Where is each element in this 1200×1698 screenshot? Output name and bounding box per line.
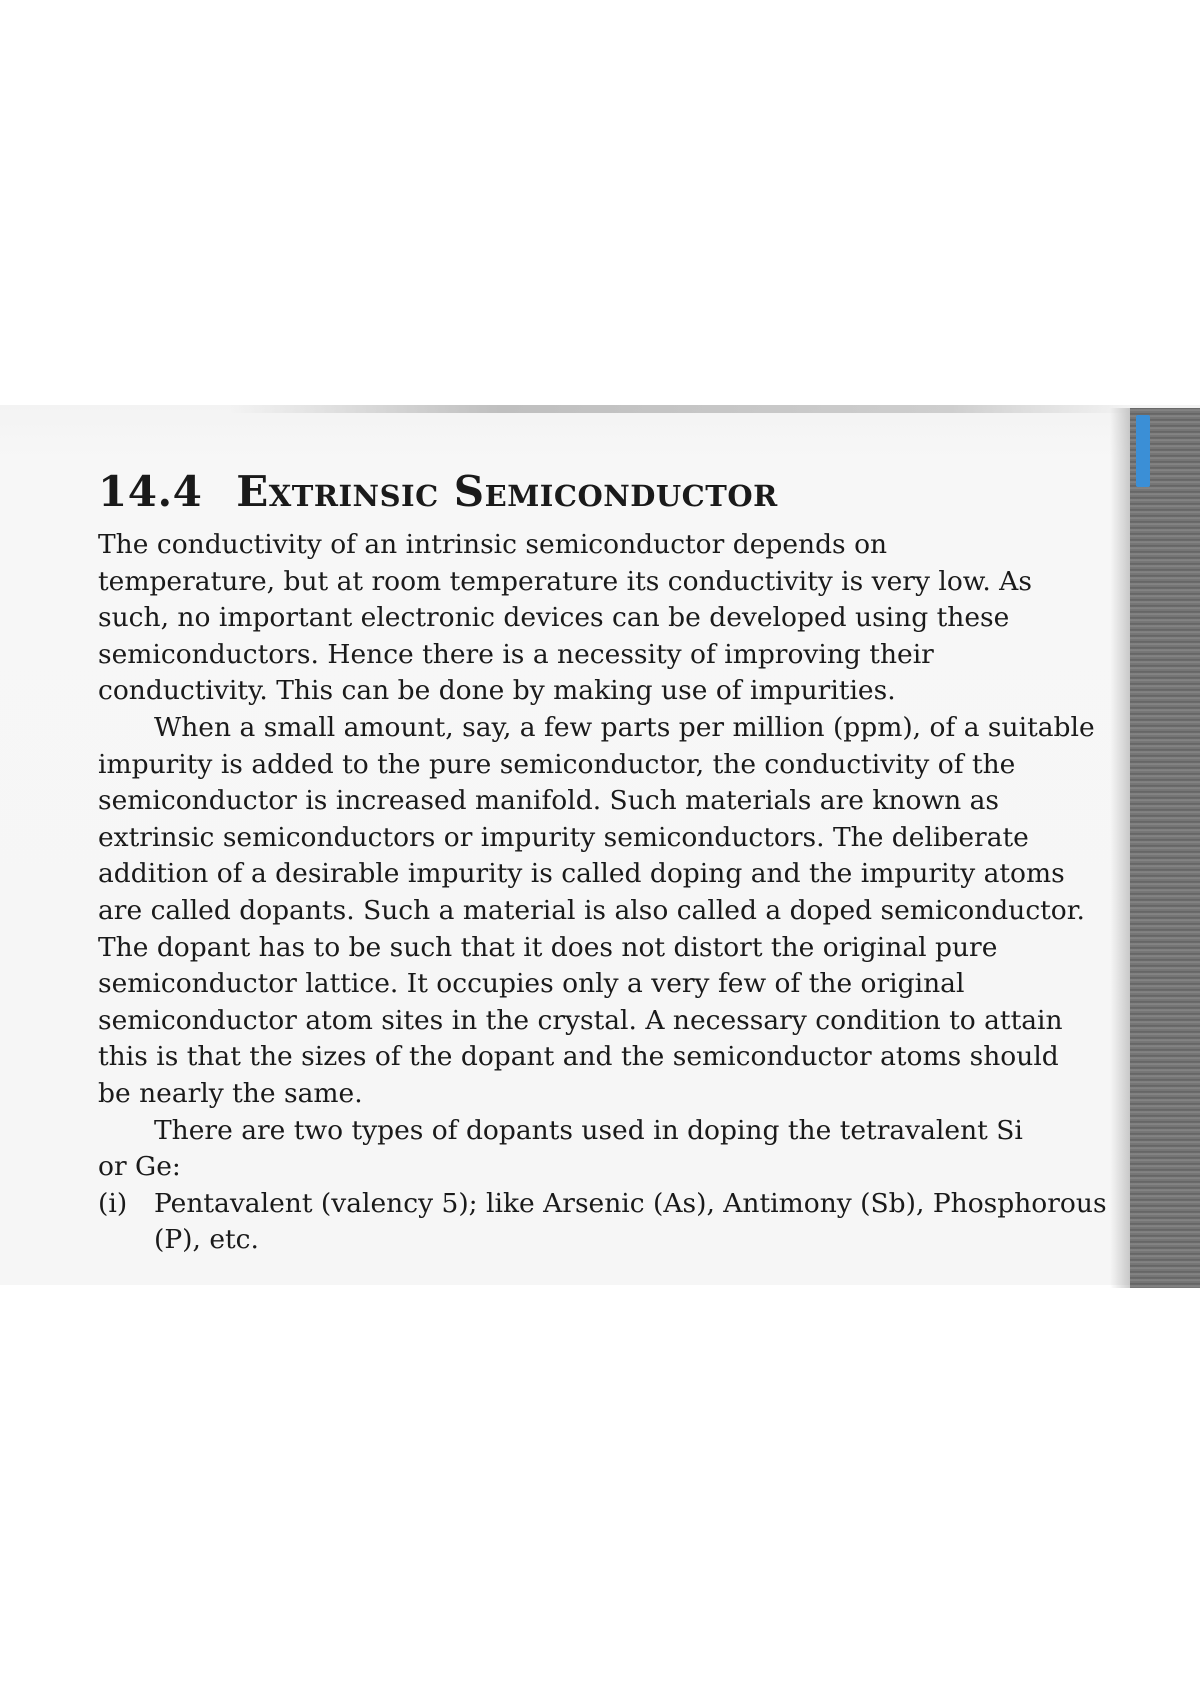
text-line: There are two types of dopants used in doping the tetravalent Si bbox=[154, 1114, 1023, 1146]
section-heading bbox=[98, 465, 1138, 519]
list-item-continuation: (P), etc. bbox=[154, 1224, 259, 1256]
text-line: The dopant has to be such that it does not distort the original pure bbox=[98, 931, 998, 963]
book-spine bbox=[1130, 408, 1200, 1288]
text-line: impurity is added to the pure semiconductor, the conductivity of the bbox=[98, 748, 1016, 780]
text-line: The conductivity of an intrinsic semiconductor depends on bbox=[98, 529, 888, 560]
document-body bbox=[98, 465, 1138, 1259]
text-line: this is that the sizes of the dopant and the semiconductor atoms should bbox=[98, 1041, 1059, 1073]
section-title: Extrinsic Semiconductor bbox=[236, 467, 778, 516]
text-line: semiconductors. Hence there is a necessity of improving their bbox=[98, 638, 934, 670]
text-line: or Ge: bbox=[98, 1151, 181, 1183]
text-line: conductivity. This can be done by making use of impurities. bbox=[98, 675, 896, 707]
paragraph-dopant-types bbox=[98, 1113, 1138, 1186]
text-line: are called dopants. Such a material is also called a doped semiconductor. bbox=[98, 894, 1085, 926]
list-item bbox=[98, 1186, 1138, 1259]
text-line: semiconductor atom sites in the crystal. A necessary condition to attain bbox=[98, 1004, 1063, 1036]
text-line: addition of a desirable impurity is called doping and the impurity atoms bbox=[98, 858, 1065, 890]
text-line: be nearly the same. bbox=[98, 1077, 363, 1109]
text-line: such, no important electronic devices can be developed using these bbox=[98, 602, 1010, 634]
text-line: semiconductor lattice. It occupies only a very few of the original bbox=[98, 968, 965, 1000]
section-number: 14.4 bbox=[98, 467, 203, 516]
bookmark-tab bbox=[1136, 415, 1150, 487]
paragraph-doping bbox=[98, 710, 1138, 1113]
text-line: temperature, but at room temperature its conductivity is very low. As bbox=[98, 565, 1032, 597]
text-line: When a small amount, say, a few parts per million (ppm), of a suitable bbox=[154, 711, 1095, 743]
page-top-edge bbox=[230, 405, 1130, 413]
paragraph-conductivity bbox=[98, 527, 1138, 710]
text-line: semiconductor is increased manifold. Such materials are known as bbox=[98, 785, 1000, 817]
list-item-text: Pentavalent (valency 5); like Arsenic (As), Antimony (Sb), Phosphorous bbox=[154, 1187, 1107, 1219]
list-marker: (i) bbox=[98, 1187, 128, 1219]
text-line: extrinsic semiconductors or impurity semiconductors. The deliberate bbox=[98, 821, 1029, 853]
